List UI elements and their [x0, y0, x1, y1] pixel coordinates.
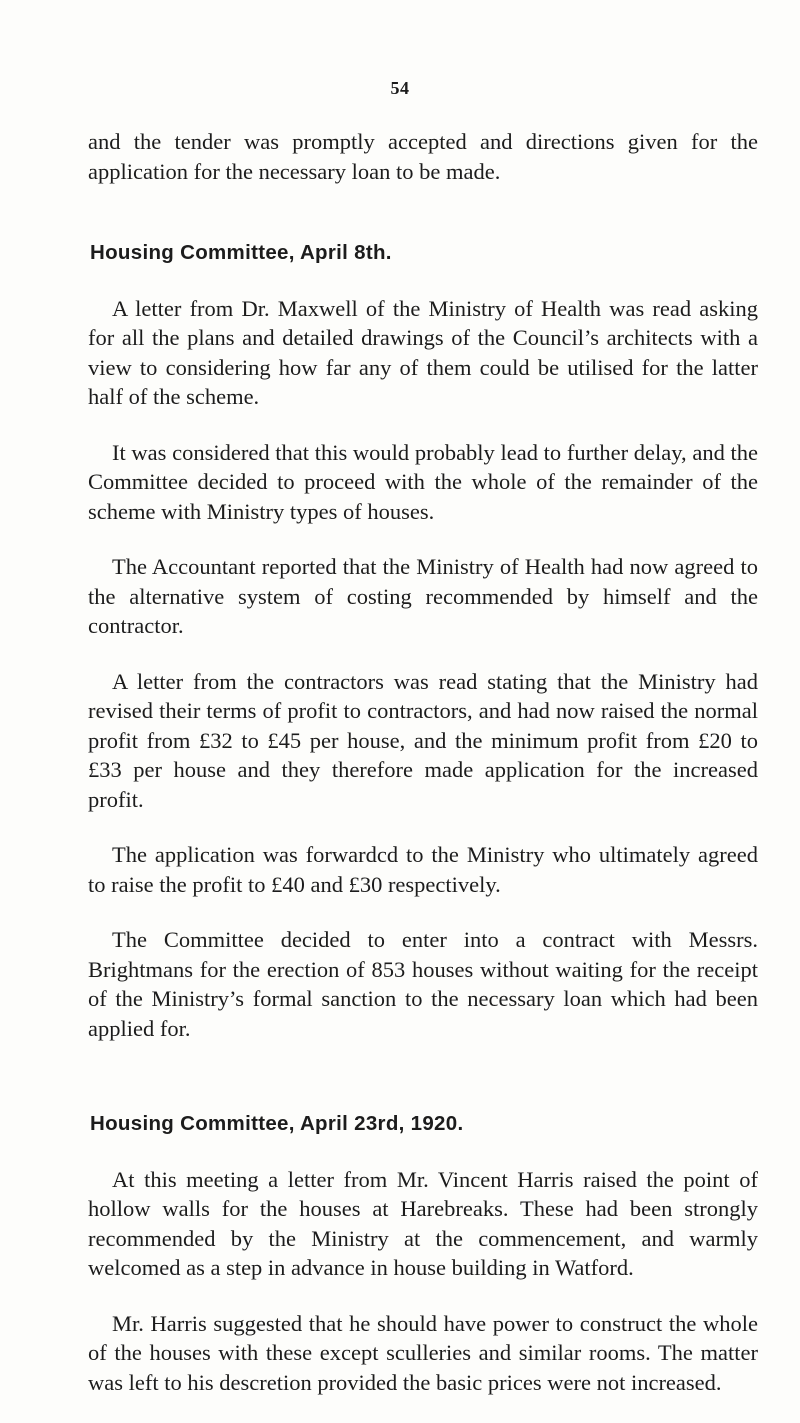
section-heading-april-23: Housing Committee, April 23rd, 1920. [90, 1112, 464, 1135]
document-body [88, 127, 758, 1423]
paragraph: The application was forwardcd to the Ministry who ultimately agreed to raise the profit to £40 and £30 respectively. [88, 842, 758, 897]
paragraph: The Accountant reported that the Ministry of Health had now agreed to the alternative system of costing recommended by himself and the contractor. [88, 554, 758, 638]
paragraph: A letter from Dr. Maxwell of the Ministry of Health was read asking for all the plans and detailed drawings of the Council’s architects with a view to considering how far any of them could be utilised for the latter half of the scheme. [88, 295, 758, 409]
intro-paragraph: and the tender was promptly accepted and directions given for the application for the necessary loan to be made. [88, 129, 758, 184]
paragraph: A letter from the contractors was read stating that the Ministry had revised their terms of profit to contractors, and had now raised the normal profit from £32 to £45 per house, and the minimum profit from £20 to £33 per house and they therefore made application for the increased profit. [88, 668, 758, 812]
paragraph: Mr. Harris suggested that he should have power to construct the whole of the houses with these except sculleries and similar rooms. The matter was left to his descretion provided the basic prices were not increased. [88, 1310, 758, 1395]
page-number: 54 [390, 78, 410, 98]
paragraph: At this meeting a letter from Mr. Vincent Harris raised the point of hollow walls for the houses at Harebreaks. These had been strongly recommended by the Ministry at the commencement, and warmly welcomed as a step in advance in house building in Watford. [88, 1166, 758, 1280]
paragraph: The Committee decided to enter into a contract with Messrs. Brightmans for the erection of 853 houses without waiting for the receipt of the Ministry’s formal sanction to the necessary loan which had been applied for. [88, 927, 758, 1041]
paragraph: It was considered that this would probably lead to further delay, and the Committee decided to proceed with the whole of the remainder of the scheme with Ministry types of houses. [88, 439, 758, 524]
section-heading-april-8: Housing Committee, April 8th. [90, 241, 392, 264]
